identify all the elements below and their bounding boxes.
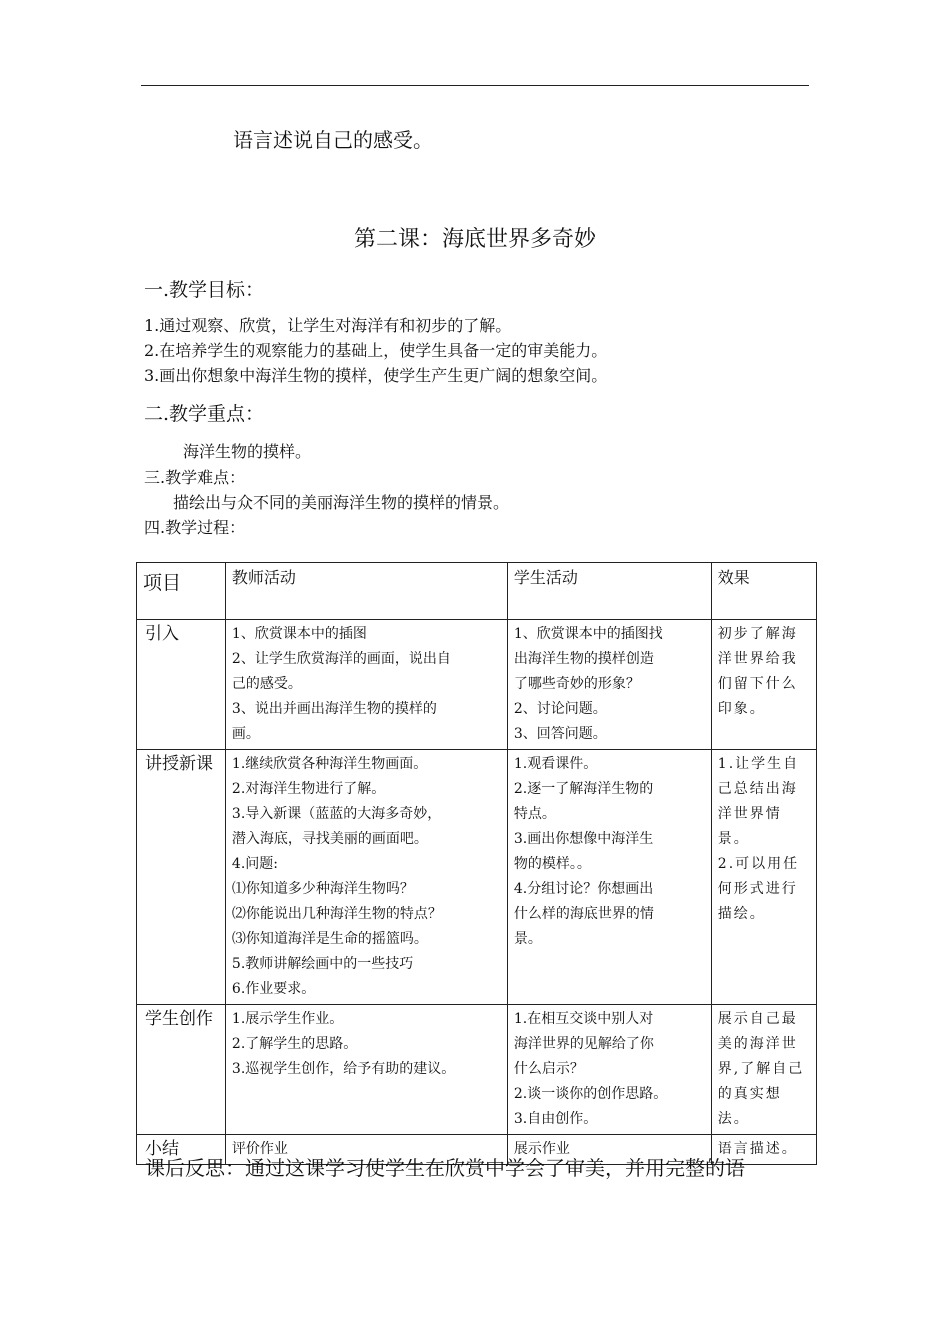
- text-line: 3.导入新课（蓝蓝的大海多奇妙，: [231, 806, 442, 822]
- key-heading: 二.教学重点：: [144, 403, 265, 425]
- table-row: [137, 620, 817, 750]
- text-line: 描绘。: [717, 906, 766, 922]
- key-point: 海洋生物的摸样。: [183, 442, 312, 461]
- text-line: 界,了解自己: [717, 1061, 805, 1077]
- header-rule: [141, 85, 809, 86]
- text-line: 1.展示学生作业。: [231, 1011, 344, 1027]
- teacher-activity: [225, 1005, 507, 1135]
- difficulty-text: 描绘出与众不同的美丽海洋生物的摸样的情景。: [173, 493, 510, 512]
- text-line: 1.观看课件。: [513, 756, 598, 772]
- header-teacher: 教师活动: [225, 563, 507, 620]
- text-line: 画。: [231, 726, 260, 742]
- text-line: 的真实想法。: [717, 1086, 782, 1127]
- row-item: 讲授新课: [137, 750, 226, 1005]
- text-line: 3.自由创作。: [513, 1111, 598, 1127]
- header-student: 学生活动: [507, 563, 711, 620]
- text-line: 2.可以用任: [717, 856, 800, 872]
- text-line: ⑶你知道海洋是生命的摇篮吗。: [231, 931, 428, 947]
- text-line: 3、说出并画出海洋生物的摸样的: [231, 701, 437, 717]
- text-line: 4.问题:: [231, 856, 278, 872]
- text-line: 海洋世界的见解给了你: [513, 1036, 654, 1052]
- text-line: 物的模样。。: [513, 856, 591, 872]
- text-line: 己总结出海: [717, 781, 798, 797]
- text-line: 5.教师讲解绘画中的一些技巧: [231, 956, 414, 972]
- text-line: 特点。: [513, 806, 556, 822]
- text-line: 2、讨论问题。: [513, 701, 607, 717]
- text-line: 2.逐一了解海洋生物的: [513, 781, 654, 797]
- process-heading: 四.教学过程：: [144, 518, 246, 537]
- text-line: 1.让学生自: [717, 756, 800, 772]
- text-line: 1、欣赏课本中的插图找: [513, 626, 663, 642]
- header-effect: 效果: [711, 563, 816, 620]
- objectives-heading: 一.教学目标：: [144, 279, 265, 301]
- continuation-text: 语言述说自己的感受。: [233, 128, 433, 152]
- lesson-title: 第二课：海底世界多奇妙: [353, 227, 596, 252]
- effect: [711, 1005, 816, 1135]
- effect: [711, 750, 816, 1005]
- teacher-activity: [225, 620, 507, 750]
- row-item: 学生创作: [137, 1005, 226, 1135]
- objective-1: 1.通过观察、欣赏，让学生对海洋有和初步的了解。: [144, 316, 512, 335]
- header-item: 项目: [137, 563, 226, 620]
- text-line: 2.谈一谈你的创作思路。: [513, 1086, 668, 1102]
- text-line: 3.巡视学生创作，给予有助的建议。: [231, 1061, 456, 1077]
- text-line: 什么样的海底世界的情: [513, 906, 654, 922]
- effect: [711, 620, 816, 750]
- text-line: 1、欣赏课本中的插图: [231, 626, 367, 642]
- text-line: 展示自己最: [717, 1011, 798, 1027]
- text-line: 出海洋生物的摸样创造: [513, 651, 654, 667]
- text-line: 们留下什么: [717, 676, 798, 692]
- text-line: 潜入海底，寻找美丽的画面吧。: [231, 831, 428, 847]
- text-line: 评价作业: [231, 1141, 288, 1157]
- text-line: 美的海洋世: [717, 1036, 798, 1052]
- text-line: 2.对海洋生物进行了解。: [231, 781, 386, 797]
- text-line: 3.画出你想像中海洋生: [513, 831, 654, 847]
- table-row: [137, 1005, 817, 1135]
- teacher-activity: [225, 750, 507, 1005]
- lesson-process-table: [136, 562, 817, 1165]
- table-header-row: [137, 563, 817, 620]
- text-line: ⑵你能说出几种海洋生物的特点？: [231, 906, 442, 922]
- text-line: 印象。: [717, 701, 766, 717]
- text-line: 1.继续欣赏各种海洋生物画面。: [231, 756, 428, 772]
- text-line: 6.作业要求。: [231, 981, 316, 997]
- text-line: 洋世界情景。: [717, 806, 782, 847]
- student-activity: [507, 1005, 711, 1135]
- post-lesson-reflection: 课后反思：通过这课学习使学生在欣赏中学会了审美，并用完整的语: [145, 1156, 745, 1180]
- text-line: 初步了解海: [717, 626, 798, 642]
- student-activity: [507, 750, 711, 1005]
- text-line: 4.分组讨论？你想画出: [513, 881, 654, 897]
- student-activity: [507, 620, 711, 750]
- text-line: 1.在相互交谈中别人对: [513, 1011, 654, 1027]
- text-line: 2、让学生欣赏海洋的画面，说出自: [231, 651, 451, 667]
- table-row: [137, 750, 817, 1005]
- text-line: 语言描述。: [717, 1141, 798, 1157]
- text-line: 何形式进行: [717, 881, 798, 897]
- text-line: 洋世界给我: [717, 651, 798, 667]
- objective-3: 3.画出你想象中海洋生物的摸样，使学生产生更广阔的想象空间。: [144, 366, 608, 385]
- text-line: 己的感受。: [231, 676, 302, 692]
- text-line: 景。: [513, 931, 542, 947]
- text-line: 了哪些奇妙的形象？: [513, 676, 640, 692]
- row-item: 引入: [137, 620, 226, 750]
- text-line: ⑴你知道多少种海洋生物吗？: [231, 881, 414, 897]
- text-line: 展示作业: [513, 1141, 570, 1157]
- row-item: 小结: [137, 1135, 226, 1165]
- text-line: 3、回答问题。: [513, 726, 607, 742]
- difficulty-heading: 三.教学难点：: [144, 468, 246, 487]
- text-line: 什么启示？: [513, 1061, 584, 1077]
- text-line: 2.了解学生的思路。: [231, 1036, 358, 1052]
- objective-2: 2.在培养学生的观察能力的基础上，使学生具备一定的审美能力。: [144, 341, 608, 360]
